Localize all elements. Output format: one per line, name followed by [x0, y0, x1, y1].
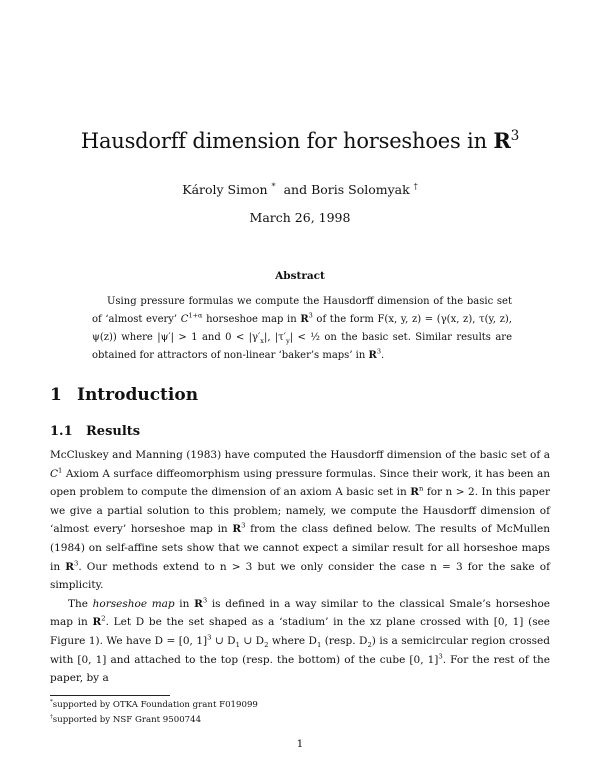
author-1: Károly Simon: [182, 182, 268, 197]
date: March 26, 1998: [249, 210, 351, 225]
footnote-2: †supported by NSF Grant 9500744: [50, 714, 202, 725]
page-number: 1: [296, 738, 304, 750]
paper-title: Hausdorff dimension for horseshoes in $R^3$: [80, 128, 520, 153]
subsection-heading: 1.1 Results: [50, 424, 141, 439]
footnote-1: *supported by OTKA Foundation grant F019099: [50, 699, 258, 710]
section-heading: 1 Introduction: [50, 385, 199, 405]
footnote-rule: [50, 695, 170, 696]
author-2: Boris Solomyak: [311, 182, 410, 197]
abstract-heading: Abstract: [275, 270, 325, 282]
paragraph-2: The horseshoe map in $R^3$ is defined in a way similar to the classical Smale’s horseshoe map in $R^2$. Let D be the set shaped as a ‘stadium’ in the xz plane crossed with [0, 1] (see Figure 1). We have D = [0, 1]$^3$ ∪ $D_1$ ∪ $D_2$ where $D_1$ (resp. $D_2$) is a semicircular region crossed with [0, 1] and attached to the top (resp. the bottom) of the cube [0, 1]$^3$. For the rest of the paper, by a: [50, 596, 551, 685]
body-text: [50, 446, 550, 688]
abstract-text: Using pressure formulas we compute the Hausdorff dimension of the basic set of ‘almost every’ $C^{1+\alpha}$ horseshoe map in $R^3$ of the form F(x, y, z) = (γ(x, z), τ(y, z), ψ(z)) where |ψ′| > 1 and $0 < |\gamma'_x|$, $|\tau'_y|$ < ½ on the basic set. Similar results are obtained for attractors of non-linear ‘baker’s maps’ in $R^3$.: [92, 296, 512, 361]
authors: Károly Simon * and Boris Solomyak †: [182, 180, 418, 197]
paragraph-1: McCluskey and Manning (1983) have computed the Hausdorff dimension of the basic set of a $C^1$ Axiom A surface diffeomorphism using pressure formulas. Since their work, it has been an open problem to compute the dimension of an axiom A basic set in $R^n$ for n > 2. In this paper we give a partial solution to this problem; namely, we compute the Hausdorff dimension of ‘almost every’ horseshoe map in $R^3$ from the class defined below. The results of McMullen (1984) on self-affine sets show that we cannot expect a similar result for all horseshoe maps in $R^3$. Our methods extend to n > 3 but we only consider the case n = 3 for the sake of simplicity.: [50, 449, 551, 592]
